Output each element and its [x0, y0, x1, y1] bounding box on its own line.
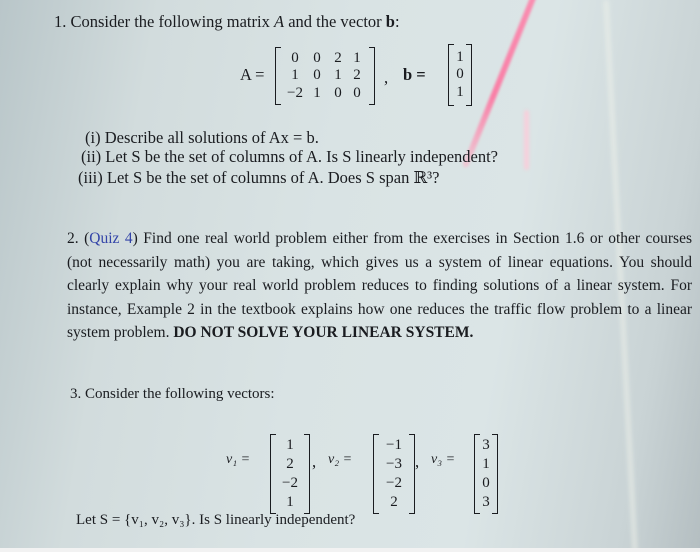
right-bracket: [466, 44, 472, 106]
comma: ,: [415, 452, 420, 471]
right-bracket: [409, 434, 415, 514]
problem3-number: 3.: [70, 386, 82, 402]
problem2: 2. (Quiz 4) Find one real world problem either from the exercises in Section 1.6 or other courses (not necessarily math) you are taking, which gives us a system of linear equations. You should clearly explain why your real world problem reduces to finding solutions of a linear system. For instance, Example 2 in the textbook explains how one reduces the traffic flow problem to a linear system problem. DO NOT SOLVE YOUR LINEAR SYSTEM.: [67, 230, 692, 341]
vector-v3-entry: 0: [482, 475, 490, 491]
vector-v2: [373, 434, 415, 514]
v2-label: v₂ =: [328, 452, 353, 467]
comma: ,: [312, 452, 317, 471]
matrix-A-label: A =: [240, 65, 265, 84]
problem1-part-i: (i) Describe all solutions of Ax = b.: [85, 128, 319, 147]
problem1-intro: Consider the following matrix A and the vector b:: [70, 12, 400, 31]
vector-v1-entry: 2: [286, 456, 294, 472]
problem3-question: Let S = {v₁, v₂, v₃}. Is S linearly independent?: [76, 512, 356, 528]
matrix-A-entry: 1: [291, 67, 299, 84]
vector-v3-entry: 1: [482, 456, 490, 472]
matrix-A-entry: 0: [334, 84, 342, 101]
vector-v3-entry: 3: [482, 437, 490, 453]
problem2-emphasis: DO NOT SOLVE YOUR LINEAR SYSTEM.: [173, 324, 474, 341]
vector-v1-entry: −2: [282, 475, 298, 491]
vector-v2-entry: −2: [386, 475, 402, 491]
problem1-heading: [54, 12, 400, 32]
matrix-A-entry: 0: [313, 67, 321, 84]
vector-v3-entries: [480, 435, 492, 513]
bottom-edge: [0, 548, 700, 552]
vector-v1-entry: 1: [286, 494, 294, 510]
problem2-body: Find one real world problem either from the exercises in Section 1.6 or other courses (not necessarily math) you are taking, which gives us a system of linear equations. You should clearly explain why your real world problem reduces to finding solutions of a linear system. For instance, Example 2 in the textbook explains how one reduces the traffic flow problem to a linear system problem.: [67, 230, 692, 341]
vector-b-entries: [454, 48, 466, 103]
vector-b-label: b =: [403, 65, 426, 84]
problem2-number: 2.: [67, 230, 79, 247]
matrix-A-entry: 1: [313, 84, 321, 101]
problem1-part-iii: (iii) Let S be the set of columns of A. Does S span ℝ³?: [78, 168, 440, 187]
matrix-A-entry: 1: [353, 49, 361, 66]
matrix-A-entry: 0: [353, 84, 361, 101]
matrix-A-entry: 2: [353, 67, 361, 84]
quiz-label: Quiz 4: [89, 230, 133, 247]
vector-b: [448, 44, 472, 106]
v1-label: v₁ =: [226, 452, 251, 467]
problem3-heading: [70, 386, 275, 403]
vector-v2-entry: −3: [386, 456, 402, 472]
problem1-number: 1.: [54, 12, 67, 31]
problem3-intro: Consider the following vectors:: [85, 386, 275, 402]
vector-v2-entry: 2: [390, 494, 398, 510]
vector-v3: [474, 434, 498, 514]
matrix-A-entry: 2: [334, 49, 342, 66]
matrix-A-entries: [281, 48, 369, 105]
right-bracket: [304, 434, 310, 514]
vector-v2-entries: [379, 435, 409, 513]
vector-b-entry: 1: [456, 83, 464, 100]
right-bracket: [492, 434, 498, 514]
v3-label: v₃ =: [431, 452, 456, 467]
vector-b-entry: 1: [456, 48, 464, 65]
comma: ,: [384, 68, 389, 87]
matrix-A-entry: 0: [291, 49, 299, 66]
vector-b-entry: 0: [456, 66, 464, 83]
pink-glare-tail: [524, 110, 529, 170]
right-bracket: [369, 47, 375, 105]
vector-v1-entry: 1: [286, 437, 294, 453]
vector-v2-entry: −1: [386, 437, 402, 453]
matrix-A-entry: 0: [313, 49, 321, 66]
vector-v1: [270, 434, 310, 514]
vector-v1-entries: [276, 435, 304, 513]
matrix-A: [275, 47, 375, 105]
matrix-A-entry: 1: [334, 67, 342, 84]
vector-v3-entry: 3: [482, 494, 490, 510]
problem1-part-ii: (ii) Let S be the set of columns of A. Is S linearly independent?: [81, 147, 499, 166]
matrix-A-entry: −2: [287, 84, 303, 101]
